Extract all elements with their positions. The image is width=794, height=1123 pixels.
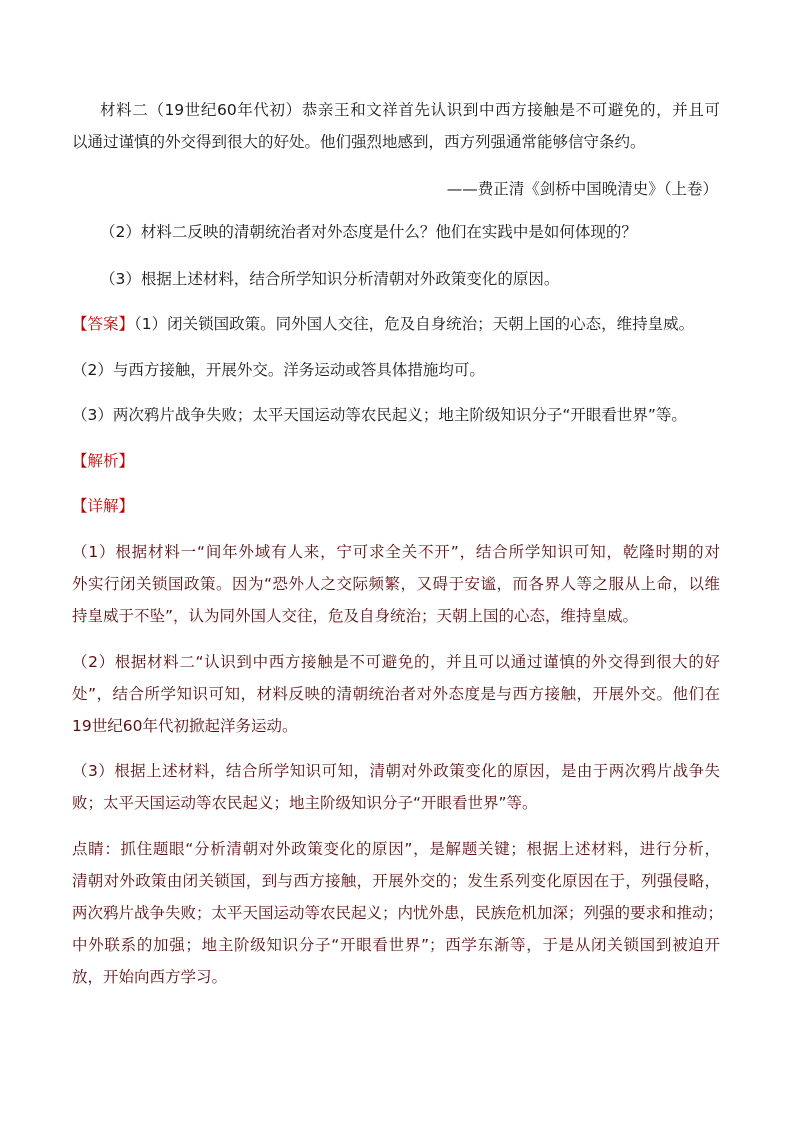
material2-line1: 材料二（19世纪60年代初）恭亲王和文祥首先认识到中西方接触是不可避免的，并且可 xyxy=(100,101,720,119)
comment-line4: 中外联系的加强；地主阶级知识分子“开眼看世界”；西学东渐等，于是从闭关锁国到被迫开 xyxy=(72,936,720,954)
analysis-label: 【解析】 xyxy=(72,452,135,470)
comment-line2: 清朝对外政策由闭关锁国，到与西方接触，开展外交的；发生系列变化原因在于，列强侵略， xyxy=(72,872,720,890)
material2-source: ——费正清《剑桥中国晚清史》（上卷） xyxy=(446,180,718,198)
detail-p3-line1: （3）根据上述材料，结合所学知识可知，清朝对外政策变化的原因，是由于两次鸦片战争失 xyxy=(72,762,720,780)
question-3: （3）根据上述材料，结合所学知识分析清朝对外政策变化的原因。 xyxy=(100,270,560,288)
comment-line1: 点睛：抓住题眼“分析清朝对外政策变化的原因”，是解题关键；根据上述材料，进行分析， xyxy=(72,840,720,858)
detail-label: 【详解】 xyxy=(72,497,135,515)
comment-line5: 放，开始向西方学习。 xyxy=(72,968,228,986)
detail-p3-line2: 败；太平天国运动等农民起义；地主阶级知识分子“开眼看世界”等。 xyxy=(72,794,538,812)
comment-line3: 两次鸦片战争失败；太平天国运动等农民起义；内忧外患，民族危机加深；列强的要求和推动； xyxy=(72,904,724,922)
answer-label: 【答案】 xyxy=(72,315,135,333)
material2-line2: 以通过谨慎的外交得到很大的好处。他们强烈地感到，西方列强通常能够信守条约。 xyxy=(72,133,646,151)
detail-p1-line1: （1）根据材料一“间年外域有人来，宁可求全关不开”，结合所学知识可知，乾隆时期的对 xyxy=(72,543,720,561)
question-2: （2）材料二反映的清朝统治者对外态度是什么？他们在实践中是如何体现的？ xyxy=(100,223,637,241)
answer-1: （1）闭关锁国政策。同外国人交往，危及自身统治；天朝上国的心态，维持皇威。 xyxy=(134,315,695,333)
answer-2: （2）与西方接触，开展外交。洋务运动或答具体措施均可。 xyxy=(72,361,485,379)
answer-line-1 xyxy=(72,313,694,335)
detail-p2-line1: （2）根据材料二“认识到中西方接触是不可避免的，并且可以通过谨慎的外交得到很大的好 xyxy=(72,653,720,671)
answer-3: （3）两次鸦片战争失败；太平天国运动等农民起义；地主阶级知识分子“开眼看世界”等。 xyxy=(72,406,687,424)
detail-p2-line3: 19世纪60年代初掀起洋务运动。 xyxy=(72,717,298,735)
detail-p2-line2: 处”，结合所学知识可知，材料反映的清朝统治者对外态度是与西方接触，开展外交。他们在 xyxy=(72,685,720,703)
detail-p1-line3: 持皇威于不坠”，认为同外国人交往，危及自身统治；天朝上国的心态，维持皇威。 xyxy=(72,607,639,625)
detail-p1-line2: 外实行闭关锁国政策。因为“恐外人之交际频繁，又碍于安谧，而各界人等之服从上命，以维 xyxy=(72,575,720,593)
